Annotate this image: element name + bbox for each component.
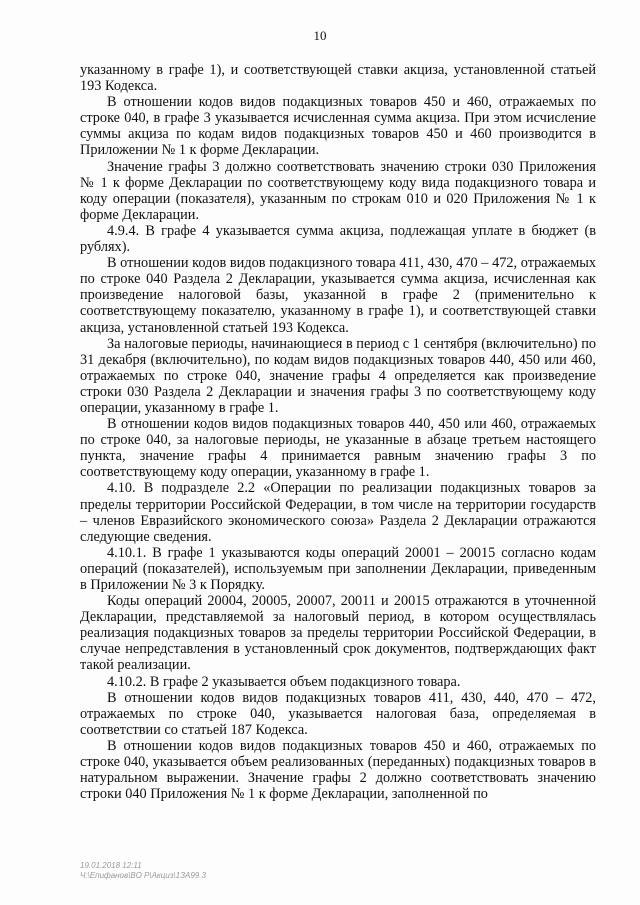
document-body (80, 62, 596, 802)
document-footer (80, 861, 206, 881)
paragraph: указанному в графе 1), и соответствующей ставки акциза, установленной статьей 193 Кодекса. (80, 62, 596, 95)
paragraph: В отношении кодов видов подакцизных товаров 411, 430, 440, 470 – 472, отражаемых по строке 040, указывается налоговая база, определяемая в соответствии со статьей 187 Кодекса. (80, 689, 596, 738)
paragraph: 4.10. В подразделе 2.2 «Операции по реализации подакцизных товаров за пределы территории Российской Федерации, в том числе на территории государств – членов Евразийского экономического союза» Раздела 2 Декларации отражаются следующие сведения. (80, 480, 596, 545)
footer-file-path: Ч:\Епифанов\ВО Р\Акциз\1ЗА99.3 (80, 871, 206, 880)
paragraph: За налоговые периоды, начинающиеся в период с 1 сентября (включительно) по 31 декабря (включительно), по кодам видов подакцизных товаров 440, 450 или 460, отражаемых по строке 040, значение графы 4 определяется как произведение строки 030 Раздела 2 Декларации и значения графы 3 по соответствующему коду операции, указанному в графе 1. (80, 335, 596, 416)
paragraph: 4.10.1. В графе 1 указываются коды операций 20001 – 20015 согласно кодам операций (показателей), используемым при заполнении Декларации, приведенным в Приложении № 3 к Порядку. (80, 544, 596, 593)
paragraph: В отношении кодов видов подакцизного товара 411, 430, 470 – 472, отражаемых по строке 040 Раздела 2 Декларации, указывается сумма акциза, исчисленная как произведение налоговой базы, указанной в графе 2 (применительно к соответствующему показателю, указанному в графе 1), и соответствующей ставки акциза, установленной статьей 193 Кодекса. (80, 255, 596, 336)
paragraph: Коды операций 20004, 20005, 20007, 20011 и 20015 отражаются в уточненной Декларации, представляемой за налоговый период, в котором осуществлялась реализация подакцизных товаров за пределы территории Российской Федерации, в случае непредставления в установленный срок документов, подтверждающих факт такой реализации. (80, 593, 596, 674)
paragraph: В отношении кодов видов подакцизных товаров 440, 450 или 460, отражаемых по строке 040, за налоговые периоды, не указанные в абзаце третьем настоящего пункта, значение графы 4 принимается равным значению графы 3 по соответствующему коду операции, указанному в графе 1. (80, 416, 596, 481)
footer-timestamp: 19.01.2018 12:11 (80, 861, 142, 870)
paragraph: В отношении кодов видов подакцизных товаров 450 и 460, отражаемых по строке 040, в графе 3 указывается исчисленная сумма акциза. При этом исчисление суммы акциза по кодам видов подакцизных товаров 450 и 460 производится в Приложении № 1 к форме Декларации. (80, 94, 596, 159)
page-number: 10 (313, 28, 327, 43)
paragraph: 4.9.4. В графе 4 указывается сумма акциза, подлежащая уплате в бюджет (в рублях). (80, 222, 596, 256)
paragraph: В отношении кодов видов подакцизных товаров 450 и 460, отражаемых по строке 040, указывается объем реализованных (переданных) подакцизных товаров в натуральном выражении. Значение графы 2 должно соответствовать значению строки 040 Приложения № 1 к форме Декларации, заполненной по (80, 737, 596, 803)
paragraph: Значение графы 3 должно соответствовать значению строки 030 Приложения № 1 к форме Декларации по соответствующему коду вида подакцизного товара и коду операции (показателя), указанным по строкам 010 и 020 Приложения № 1 к форме Декларации. (80, 158, 596, 223)
paragraph: 4.10.2. В графе 2 указывается объем подакцизного товара. (107, 673, 461, 690)
